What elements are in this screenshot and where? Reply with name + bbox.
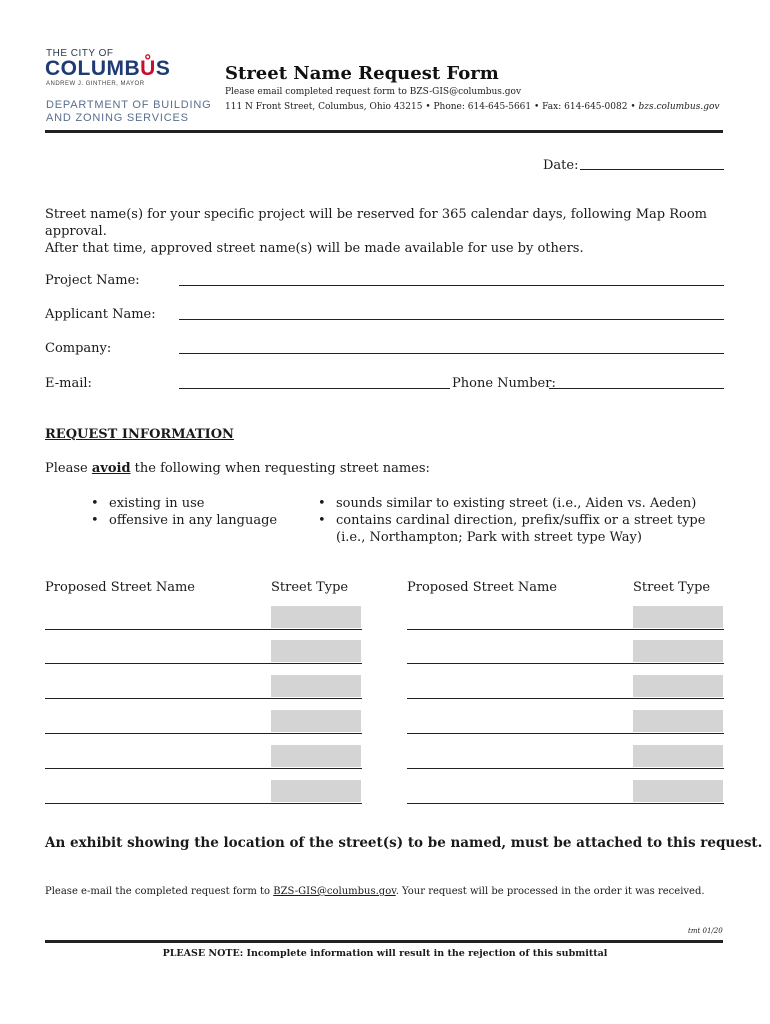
email-link[interactable]: BZS-GIS@columbus.gov: [273, 886, 396, 897]
proposed-street-name-field[interactable]: [407, 698, 724, 699]
header-website: bzs.columbus.gov: [638, 102, 720, 112]
street-type-field[interactable]: [271, 606, 361, 628]
street-type-field[interactable]: [633, 780, 723, 802]
avoid-list-right: [318, 495, 705, 546]
proposed-street-name-field[interactable]: [45, 663, 362, 664]
proposed-street-name-field[interactable]: [45, 768, 362, 769]
header-divider: [45, 130, 723, 133]
street-type-field[interactable]: [271, 710, 361, 732]
intro-line1: Street name(s) for your specific project will be reserved for 365 calendar days, following Map Room approval.: [45, 207, 707, 239]
logo-name-main: COLUMB: [45, 57, 141, 80]
header-address: 111 N Front Street, Columbus, Ohio 43215 • Phone: 614-645-5661 • Fax: 614-645-0082 •: [225, 102, 639, 112]
avoid-item: • sounds similar to existing street (i.e., Aiden vs. Aeden): [318, 495, 705, 512]
date-label: Date:: [543, 158, 579, 173]
proposed-street-name-header: Proposed Street Name: [407, 580, 557, 595]
footer-divider: [45, 940, 723, 943]
logo-name-end: S: [155, 57, 171, 80]
company-label: Company:: [45, 341, 112, 356]
intro-text: [45, 206, 735, 257]
proposed-street-name-field[interactable]: [407, 629, 724, 630]
avoid-item: • contains cardinal direction, prefix/suffix or a street type: [318, 512, 705, 529]
request-information-heading: REQUEST INFORMATION: [45, 427, 234, 442]
avoid-post: the following when requesting street names:: [130, 461, 430, 476]
project-name-field[interactable]: [179, 285, 724, 286]
email-label: E-mail:: [45, 376, 92, 391]
footer-note: PLEASE NOTE: Incomplete information will result in the rejection of this submittal: [162, 948, 608, 959]
proposed-street-name-field[interactable]: [407, 768, 724, 769]
revision-code: tmt 01/20: [688, 927, 723, 935]
email-note-post: . Your request will be processed in the order it was received.: [395, 886, 705, 897]
proposed-street-name-header: Proposed Street Name: [45, 580, 195, 595]
logo-mayor: ANDREW J. GINTHER, MAYOR: [46, 81, 145, 87]
avoid-list-left: [91, 495, 277, 529]
header-address-line: [225, 102, 719, 112]
intro-line2: After that time, approved street name(s) will be made available for use by others.: [45, 241, 584, 256]
street-type-field[interactable]: [633, 675, 723, 697]
applicant-name-field[interactable]: [179, 319, 724, 320]
avoid-item: • existing in use: [91, 495, 277, 512]
street-type-field[interactable]: [633, 606, 723, 628]
street-type-field[interactable]: [633, 710, 723, 732]
street-type-field[interactable]: [633, 640, 723, 662]
street-type-field[interactable]: [271, 745, 361, 767]
street-type-field[interactable]: [271, 675, 361, 697]
logo-department: [46, 99, 212, 125]
email-field[interactable]: [179, 388, 450, 389]
street-type-field[interactable]: [271, 780, 361, 802]
project-name-label: Project Name:: [45, 273, 140, 288]
logo-dept-line2: AND ZONING SERVICES: [46, 112, 189, 124]
proposed-street-name-field[interactable]: [407, 733, 724, 734]
proposed-street-name-field[interactable]: [45, 629, 362, 630]
date-field[interactable]: [580, 169, 724, 170]
company-field[interactable]: [179, 353, 724, 354]
phone-label: Phone Number:: [452, 376, 556, 391]
phone-field[interactable]: [549, 388, 724, 389]
proposed-street-name-field[interactable]: [45, 733, 362, 734]
proposed-street-name-field[interactable]: [407, 663, 724, 664]
columbus-logo: [45, 57, 170, 81]
street-type-field[interactable]: [271, 640, 361, 662]
form-title: Street Name Request Form: [225, 63, 499, 84]
header-email-line: Please email completed request form to BZS-GIS@columbus.gov: [225, 87, 522, 97]
applicant-name-label: Applicant Name:: [45, 307, 156, 322]
proposed-street-name-field[interactable]: [45, 698, 362, 699]
avoid-item-continuation: (i.e., Northampton; Park with street type Way): [336, 530, 642, 545]
proposed-street-name-field[interactable]: [407, 803, 724, 804]
avoid-pre: Please: [45, 461, 92, 476]
email-instructions: [45, 886, 705, 897]
logo-city-of: THE CITY OF: [46, 48, 114, 59]
avoid-instruction: [45, 461, 430, 476]
street-type-header: Street Type: [633, 580, 711, 595]
avoid-item: • offensive in any language: [91, 512, 277, 529]
email-note-pre: Please e-mail the completed request form to: [45, 886, 274, 897]
logo-dept-line1: DEPARTMENT OF BUILDING: [46, 99, 212, 111]
exhibit-requirement: An exhibit showing the location of the street(s) to be named, must be attached to this request.: [45, 835, 763, 851]
street-type-header: Street Type: [271, 580, 349, 595]
proposed-street-name-field[interactable]: [45, 803, 362, 804]
avoid-word: avoid: [91, 461, 131, 476]
street-type-field[interactable]: [633, 745, 723, 767]
logo-name-accent: Ů: [140, 57, 156, 80]
